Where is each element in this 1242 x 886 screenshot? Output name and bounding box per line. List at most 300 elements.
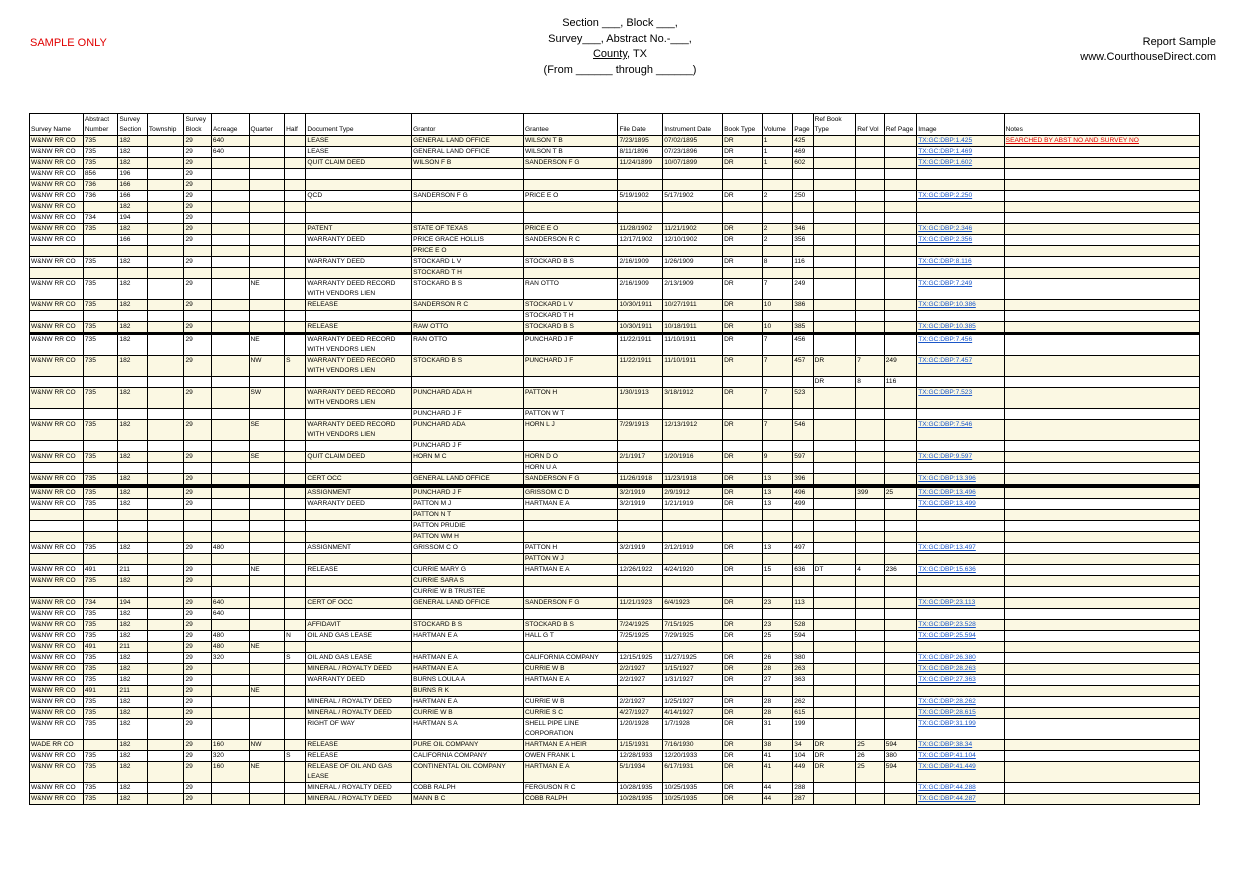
table-cell — [856, 532, 884, 543]
table-cell: OIL AND GAS LEASE — [306, 653, 412, 664]
table-cell — [118, 463, 147, 474]
table-cell: 182 — [118, 300, 147, 311]
image-link[interactable]: TX:GC:DBP:2.346 — [917, 224, 1004, 235]
table-cell — [147, 169, 184, 180]
image-link[interactable]: TX:GC:DBP:10.386 — [917, 300, 1004, 311]
table-cell — [306, 609, 412, 620]
table-cell: DR — [813, 377, 856, 388]
table-cell — [249, 719, 285, 740]
table-cell — [211, 686, 249, 697]
table-cell — [147, 224, 184, 235]
table-cell: PUNCHARD J F — [412, 409, 524, 420]
table-cell — [856, 510, 884, 521]
table-cell — [856, 708, 884, 719]
table-row — [30, 697, 1200, 708]
table-cell — [618, 587, 663, 598]
table-cell: DR — [723, 620, 763, 631]
table-cell — [412, 377, 524, 388]
table-cell: 386 — [793, 300, 813, 311]
table-cell — [184, 532, 211, 543]
image-link[interactable]: TX:GC:DBP:13.499 — [917, 499, 1004, 510]
table-cell — [884, 388, 917, 409]
table-cell — [306, 409, 412, 420]
table-row — [30, 279, 1200, 300]
table-cell — [663, 609, 723, 620]
table-cell — [211, 377, 249, 388]
image-link[interactable]: TX:GC:DBP:7.456 — [917, 335, 1004, 356]
table-row — [30, 169, 1200, 180]
table-cell — [884, 169, 917, 180]
table-cell — [813, 213, 856, 224]
image-link[interactable]: TX:GC:DBP:10.385 — [917, 322, 1004, 333]
table-cell: LEASE — [306, 147, 412, 158]
table-cell: PUNCHARD ADA H — [412, 388, 524, 409]
table-cell: GENERAL LAND OFFICE — [412, 598, 524, 609]
table-cell: DR — [723, 653, 763, 664]
table-cell — [884, 147, 917, 158]
table-cell — [30, 521, 84, 532]
table-cell: HARTMAN E A — [523, 762, 618, 783]
table-cell: 1/26/1909 — [663, 257, 723, 268]
table-cell: WARRANTY DEED — [306, 257, 412, 268]
table-row — [30, 356, 1200, 377]
image-link[interactable]: TX:GC:DBP:7.457 — [917, 356, 1004, 377]
table-cell: W&NW RR CO — [30, 335, 84, 356]
table-cell: 735 — [83, 653, 118, 664]
image-link[interactable]: TX:GC:DBP:38.34 — [917, 740, 1004, 751]
table-cell: GRISSOM C O — [412, 543, 524, 554]
image-link[interactable]: TX:GC:DBP:25.594 — [917, 631, 1004, 642]
table-cell: BURNS R K — [412, 686, 524, 697]
table-cell: NE — [249, 335, 285, 356]
table-cell — [663, 202, 723, 213]
table-cell — [285, 554, 306, 565]
table-cell — [306, 686, 412, 697]
table-cell — [813, 609, 856, 620]
table-cell — [211, 554, 249, 565]
table-cell — [306, 202, 412, 213]
table-cell: 29 — [184, 474, 211, 485]
table-cell: 182 — [118, 224, 147, 235]
table-cell: CALIFORNIA COMPANY — [523, 653, 618, 664]
table-cell: 29 — [184, 697, 211, 708]
table-cell — [249, 377, 285, 388]
table-cell — [663, 441, 723, 452]
image-link[interactable]: TX:GC:DBP:7.523 — [917, 388, 1004, 409]
table-cell — [523, 268, 618, 279]
table-cell — [856, 499, 884, 510]
table-cell: 346 — [793, 224, 813, 235]
table-cell — [523, 521, 618, 532]
table-cell — [856, 246, 884, 257]
website: www.CourthouseDirect.com — [1080, 51, 1216, 63]
table-row — [30, 420, 1200, 441]
table-cell: NW — [249, 356, 285, 377]
image-link[interactable]: TX:GC:DBP:41.449 — [917, 762, 1004, 783]
table-cell: 449 — [793, 762, 813, 783]
table-cell: 07/02/1895 — [663, 136, 723, 147]
image-link[interactable]: TX:GC:DBP:44.287 — [917, 794, 1004, 805]
table-cell: 1/20/1928 — [618, 719, 663, 740]
table-cell — [249, 521, 285, 532]
table-cell: 29 — [184, 213, 211, 224]
table-cell: 856 — [83, 169, 118, 180]
table-cell — [856, 213, 884, 224]
table-cell — [285, 335, 306, 356]
table-cell — [856, 620, 884, 631]
table-cell — [856, 388, 884, 409]
table-cell: DR — [723, 420, 763, 441]
table-cell — [118, 510, 147, 521]
table-cell — [884, 474, 917, 485]
table-cell — [813, 499, 856, 510]
table-cell: 182 — [118, 420, 147, 441]
table-cell — [884, 463, 917, 474]
image-link[interactable]: TX:GC:DBP:28.615 — [917, 708, 1004, 719]
notes-cell — [1004, 740, 1199, 751]
table-cell: 249 — [793, 279, 813, 300]
table-cell: CURRIE S C — [523, 708, 618, 719]
table-cell: DR — [723, 279, 763, 300]
table-cell — [285, 488, 306, 499]
table-cell: 499 — [793, 499, 813, 510]
table-cell: STATE OF TEXAS — [412, 224, 524, 235]
table-cell: W&NW RR CO — [30, 697, 84, 708]
table-row — [30, 587, 1200, 598]
table-cell: W&NW RR CO — [30, 664, 84, 675]
column-header: Township — [147, 114, 184, 136]
table-cell: 236 — [884, 565, 917, 576]
table-row — [30, 246, 1200, 257]
table-cell: RELEASE — [306, 740, 412, 751]
table-cell — [856, 452, 884, 463]
table-cell: 735 — [83, 708, 118, 719]
table-cell: 29 — [184, 675, 211, 686]
table-cell — [285, 686, 306, 697]
table-cell — [856, 441, 884, 452]
table-cell — [211, 565, 249, 576]
image-link — [917, 169, 1004, 180]
table-cell: HALL G T — [523, 631, 618, 642]
table-cell: DR — [723, 499, 763, 510]
table-cell — [147, 452, 184, 463]
table-cell — [83, 740, 118, 751]
image-link[interactable]: TX:GC:DBP:26.380 — [917, 653, 1004, 664]
table-cell: 1/31/1927 — [663, 675, 723, 686]
table-cell: WARRANTY DEED RECORD WITH VENDORS LIEN — [306, 420, 412, 441]
table-cell — [147, 783, 184, 794]
table-cell — [83, 587, 118, 598]
table-cell — [856, 180, 884, 191]
table-cell — [523, 169, 618, 180]
table-cell — [856, 794, 884, 805]
table-cell — [147, 510, 184, 521]
table-cell — [249, 224, 285, 235]
image-link[interactable]: TX:GC:DBP:15.636 — [917, 565, 1004, 576]
column-header: Book Type — [723, 114, 763, 136]
table-cell — [762, 311, 792, 322]
table-cell: 29 — [184, 609, 211, 620]
table-cell — [856, 598, 884, 609]
image-link[interactable]: TX:GC:DBP:1.469 — [917, 147, 1004, 158]
table-cell: DR — [723, 598, 763, 609]
table-cell — [285, 783, 306, 794]
table-cell: WARRANTY DEED RECORD WITH VENDORS LIEN — [306, 388, 412, 409]
image-link[interactable]: TX:GC:DBP:13.497 — [917, 543, 1004, 554]
table-cell — [663, 576, 723, 587]
image-link[interactable]: TX:GC:DBP:23.528 — [917, 620, 1004, 631]
table-row — [30, 751, 1200, 762]
table-cell — [884, 499, 917, 510]
table-cell: 735 — [83, 474, 118, 485]
notes-cell — [1004, 631, 1199, 642]
table-cell — [884, 587, 917, 598]
table-cell — [856, 719, 884, 740]
table-cell — [147, 235, 184, 246]
notes-cell — [1004, 554, 1199, 565]
table-cell — [147, 532, 184, 543]
table-cell — [211, 664, 249, 675]
image-link — [917, 532, 1004, 543]
table-cell: 11/24/1899 — [618, 158, 663, 169]
column-header: Volume — [762, 114, 792, 136]
table-row — [30, 202, 1200, 213]
table-cell: 10/27/1911 — [663, 300, 723, 311]
image-link[interactable]: TX:GC:DBP:1.425 — [917, 136, 1004, 147]
table-cell — [618, 246, 663, 257]
table-cell: 615 — [793, 708, 813, 719]
table-cell — [762, 463, 792, 474]
table-cell — [723, 521, 763, 532]
table-cell: 29 — [184, 740, 211, 751]
table-cell — [249, 587, 285, 598]
notes-cell — [1004, 751, 1199, 762]
table-cell: W&NW RR CO — [30, 783, 84, 794]
table-cell — [211, 521, 249, 532]
table-cell: MANN B C — [412, 794, 524, 805]
table-cell — [884, 554, 917, 565]
table-cell — [147, 620, 184, 631]
table-cell: 12/13/1912 — [663, 420, 723, 441]
table-cell — [147, 213, 184, 224]
table-cell: 29 — [184, 794, 211, 805]
table-cell: RELEASE — [306, 565, 412, 576]
table-cell — [184, 463, 211, 474]
table-cell: 4 — [856, 565, 884, 576]
table-cell — [285, 268, 306, 279]
table-cell: 10/30/1911 — [618, 322, 663, 333]
image-link[interactable]: TX:GC:DBP:28.262 — [917, 697, 1004, 708]
table-cell: W&NW RR CO — [30, 609, 84, 620]
image-link[interactable]: TX:GC:DBP:9.597 — [917, 452, 1004, 463]
table-cell: 29 — [184, 719, 211, 740]
table-cell: 44 — [762, 783, 792, 794]
table-cell: 597 — [793, 452, 813, 463]
table-cell: CURRIE W B — [523, 697, 618, 708]
table-cell — [793, 268, 813, 279]
image-link[interactable]: TX:GC:DBP:13.396 — [917, 474, 1004, 485]
table-cell — [211, 420, 249, 441]
image-link[interactable]: TX:GC:DBP:7.249 — [917, 279, 1004, 300]
table-cell: 12/28/1933 — [618, 751, 663, 762]
table-cell: 182 — [118, 609, 147, 620]
table-cell: 29 — [184, 235, 211, 246]
column-header: Ref Page — [884, 114, 917, 136]
table-cell: 29 — [184, 543, 211, 554]
table-cell: 735 — [83, 147, 118, 158]
table-cell — [118, 532, 147, 543]
table-cell — [249, 246, 285, 257]
table-cell: 182 — [118, 653, 147, 664]
table-cell: 29 — [184, 356, 211, 377]
table-cell — [618, 532, 663, 543]
notes-cell — [1004, 532, 1199, 543]
image-link[interactable]: TX:GC:DBP:2.356 — [917, 235, 1004, 246]
table-cell: 356 — [793, 235, 813, 246]
table-cell — [249, 257, 285, 268]
table-cell — [523, 441, 618, 452]
table-header-row — [30, 114, 1200, 136]
table-cell — [118, 311, 147, 322]
table-cell: 10/25/1935 — [663, 794, 723, 805]
table-cell — [285, 620, 306, 631]
table-cell: SANDERSON R C — [523, 235, 618, 246]
table-cell — [663, 510, 723, 521]
table-cell — [83, 532, 118, 543]
table-cell — [147, 441, 184, 452]
table-cell — [813, 335, 856, 356]
table-cell: HARTMAN S A — [412, 719, 524, 740]
table-cell — [723, 576, 763, 587]
table-cell — [813, 521, 856, 532]
report-heading — [500, 16, 740, 78]
table-cell — [723, 268, 763, 279]
table-cell: 735 — [83, 356, 118, 377]
table-cell — [249, 158, 285, 169]
table-cell — [83, 521, 118, 532]
table-cell: 29 — [184, 499, 211, 510]
table-cell: 29 — [184, 653, 211, 664]
notes-cell — [1004, 794, 1199, 805]
image-link[interactable]: TX:GC:DBP:27.363 — [917, 675, 1004, 686]
table-cell: 182 — [118, 708, 147, 719]
table-cell: 13 — [762, 543, 792, 554]
table-cell — [118, 587, 147, 598]
table-cell — [856, 158, 884, 169]
table-cell: 27 — [762, 675, 792, 686]
table-cell: 116 — [793, 257, 813, 268]
table-cell: CALIFORNIA COMPANY — [412, 751, 524, 762]
table-cell — [884, 631, 917, 642]
table-cell — [211, 191, 249, 202]
notes-cell — [1004, 246, 1199, 257]
table-cell: 735 — [83, 224, 118, 235]
notes-cell — [1004, 686, 1199, 697]
image-link — [917, 377, 1004, 388]
image-link[interactable]: TX:GC:DBP:31.199 — [917, 719, 1004, 740]
table-cell — [147, 740, 184, 751]
table-cell: DR — [723, 740, 763, 751]
table-cell: 8 — [856, 377, 884, 388]
table-cell: 6/4/1923 — [663, 598, 723, 609]
table-cell — [793, 169, 813, 180]
table-cell — [249, 463, 285, 474]
table-cell — [723, 213, 763, 224]
table-cell — [211, 224, 249, 235]
table-cell: 194 — [118, 213, 147, 224]
table-cell: 11/28/1902 — [618, 224, 663, 235]
column-header: Notes — [1004, 114, 1199, 136]
table-cell: PUNCHARD J F — [523, 356, 618, 377]
notes-cell — [1004, 158, 1199, 169]
table-cell: CURRIE W B TRUSTEE — [412, 587, 524, 598]
table-cell: 29 — [184, 751, 211, 762]
table-cell — [306, 532, 412, 543]
table-cell: WARRANTY DEED RECORD WITH VENDORS LIEN — [306, 279, 412, 300]
notes-cell — [1004, 708, 1199, 719]
table-cell — [813, 420, 856, 441]
image-link[interactable]: TX:GC:DBP:41.104 — [917, 751, 1004, 762]
image-link[interactable]: TX:GC:DBP:13.496 — [917, 488, 1004, 499]
table-cell: 29 — [184, 642, 211, 653]
table-cell — [147, 631, 184, 642]
table-cell: MINERAL / ROYALTY DEED — [306, 794, 412, 805]
table-cell — [306, 642, 412, 653]
table-row — [30, 388, 1200, 409]
table-cell — [523, 246, 618, 257]
notes-cell — [1004, 311, 1199, 322]
image-link[interactable]: TX:GC:DBP:8.116 — [917, 257, 1004, 268]
table-cell — [523, 202, 618, 213]
table-cell — [813, 719, 856, 740]
image-link[interactable]: TX:GC:DBP:28.263 — [917, 664, 1004, 675]
image-link[interactable]: TX:GC:DBP:7.546 — [917, 420, 1004, 441]
table-cell — [184, 521, 211, 532]
table-cell — [618, 268, 663, 279]
table-cell: STOCKARD B S — [523, 620, 618, 631]
table-cell: 1/30/1913 — [618, 388, 663, 409]
table-cell: 211 — [118, 565, 147, 576]
table-cell: 25 — [884, 488, 917, 499]
image-link[interactable]: TX:GC:DBP:1.602 — [917, 158, 1004, 169]
table-cell: W&NW RR CO — [30, 279, 84, 300]
table-cell — [813, 147, 856, 158]
table-cell: 2/2/1927 — [618, 675, 663, 686]
table-cell — [147, 388, 184, 409]
image-link — [917, 576, 1004, 587]
table-cell — [249, 499, 285, 510]
table-cell: 28 — [762, 697, 792, 708]
table-cell — [30, 554, 84, 565]
table-cell: 182 — [118, 675, 147, 686]
image-link[interactable]: TX:GC:DBP:44.288 — [917, 783, 1004, 794]
table-cell: DR — [813, 762, 856, 783]
image-link[interactable]: TX:GC:DBP:2.250 — [917, 191, 1004, 202]
table-cell: W&NW RR CO — [30, 488, 84, 499]
image-link[interactable]: TX:GC:DBP:23.113 — [917, 598, 1004, 609]
table-cell: SANDERSON F G — [523, 598, 618, 609]
table-cell: 385 — [793, 322, 813, 333]
table-cell — [147, 609, 184, 620]
table-cell — [663, 377, 723, 388]
image-link — [917, 180, 1004, 191]
image-link — [917, 202, 1004, 213]
table-cell — [762, 213, 792, 224]
table-cell — [30, 441, 84, 452]
table-cell — [523, 510, 618, 521]
sample-label: SAMPLE ONLY — [30, 37, 107, 49]
table-cell — [793, 409, 813, 420]
